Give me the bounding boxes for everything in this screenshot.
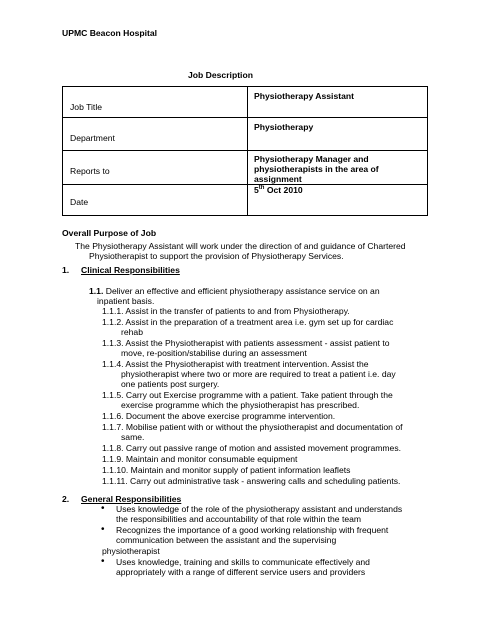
date-month-year: Oct 2010 [264, 185, 303, 195]
date-value [254, 185, 303, 195]
item-1-1-8: 1.1.8. Carry out passive range of motion and assisted movement programmes. [102, 443, 402, 453]
general-bullet-3: • Uses knowledge, training and skills to communicate effectively and [116, 557, 370, 567]
clinical-intro-number: 1.1. [89, 286, 104, 296]
item-1-1-10: 1.1.10. Maintain and monitor supply of patient information leaflets [102, 465, 351, 475]
date-day: 5 [254, 185, 259, 195]
general-bullet-2: • Recognizes the importance of a good working relationship with frequent [116, 525, 388, 535]
job-title-label: Job Title [70, 102, 103, 112]
reports-to-value-line3: assignment [254, 174, 302, 184]
document-title: Job Description [188, 70, 253, 80]
purpose-text-line2: Physiotherapist to support the provision of Physiotherapy Services. [89, 251, 344, 261]
general-bullet-3-cont: appropriately with a range of different service users and providers [116, 567, 366, 577]
general-bullet-2-cont: communication between the assistant and the supervising [116, 535, 337, 545]
item-1-1-9: 1.1.9. Maintain and monitor consumable equipment [102, 454, 298, 464]
reports-to-label: Reports to [70, 166, 110, 176]
section-1-heading: Clinical Responsibilities [81, 265, 180, 275]
general-bullet-1-cont: the responsibilities and accountability of that role within the team [116, 514, 362, 524]
reports-to-value-line1: Physiotherapy Manager and [254, 154, 369, 164]
purpose-text-line1: The Physiotherapy Assistant will work under the direction of and guidance of Chartered [75, 241, 406, 251]
section-2-heading: General Responsibilities [81, 494, 182, 504]
clinical-intro-line2: inpatient basis. [97, 296, 155, 306]
item-1-1-11: 1.1.11. Carry out administrative task - answering calls and scheduling patients. [102, 476, 401, 486]
item-1-1-7: 1.1.7. Mobilise patient with or without the physiotherapist and documentation of [102, 422, 403, 432]
general-bullet-1: • Uses knowledge of the role of the physiotherapy assistant and understands [116, 504, 402, 514]
department-label: Department [70, 133, 115, 143]
job-info-table [62, 86, 428, 216]
item-1-1-4-cont2: one patients post surgery. [121, 379, 220, 389]
table-row-divider [63, 150, 427, 151]
item-1-1-3-cont: move, re-position/stabilise during an assessment [121, 348, 307, 358]
hospital-name: UPMC Beacon Hospital [62, 28, 158, 38]
department-value: Physiotherapy [254, 122, 314, 132]
date-label: Date [70, 197, 89, 207]
clinical-intro-text: Deliver an effective and efficient physiotherapy assistance service on an [103, 286, 380, 296]
item-1-1-5: 1.1.5. Carry out Exercise programme with a patient. Take patient through the [102, 390, 393, 400]
item-1-1-7-cont: same. [121, 432, 145, 442]
item-1-1-2: 1.1.2. Assist in the preparation of a treatment area i.e. gym set up for cardiac [102, 317, 394, 327]
table-row-divider [63, 117, 427, 118]
section-2-number: 2. [62, 494, 70, 504]
purpose-heading: Overall Purpose of Job [62, 228, 157, 238]
section-1-number: 1. [62, 265, 70, 275]
item-1-1-4-cont1: physiotherapist where two or more are required to treat a patient i.e. day [121, 369, 396, 379]
table-column-divider [247, 87, 248, 215]
job-title-value: Physiotherapy Assistant [254, 91, 354, 101]
table-row-divider [63, 184, 427, 185]
item-1-1-1: 1.1.1. Assist in the transfer of patients to and from Physiotherapy. [102, 306, 350, 316]
item-1-1-6: 1.1.6. Document the above exercise programme intervention. [102, 411, 336, 421]
clinical-intro [89, 286, 380, 296]
reports-to-value-line2: physiotherapists in the area of [254, 164, 379, 174]
general-bullet-2-cont2: physiotherapist [102, 546, 160, 556]
item-1-1-2-cont: rehab [121, 327, 143, 337]
item-1-1-5-cont: exercise programme which the physiotherapist has prescribed. [121, 400, 360, 410]
item-1-1-4: 1.1.4. Assist the Physiotherapist with treatment intervention. Assist the [102, 359, 369, 369]
item-1-1-3: 1.1.3. Assist the Physiotherapist with patients assessment - assist patient to [102, 338, 390, 348]
date-suffix: th [258, 185, 265, 192]
